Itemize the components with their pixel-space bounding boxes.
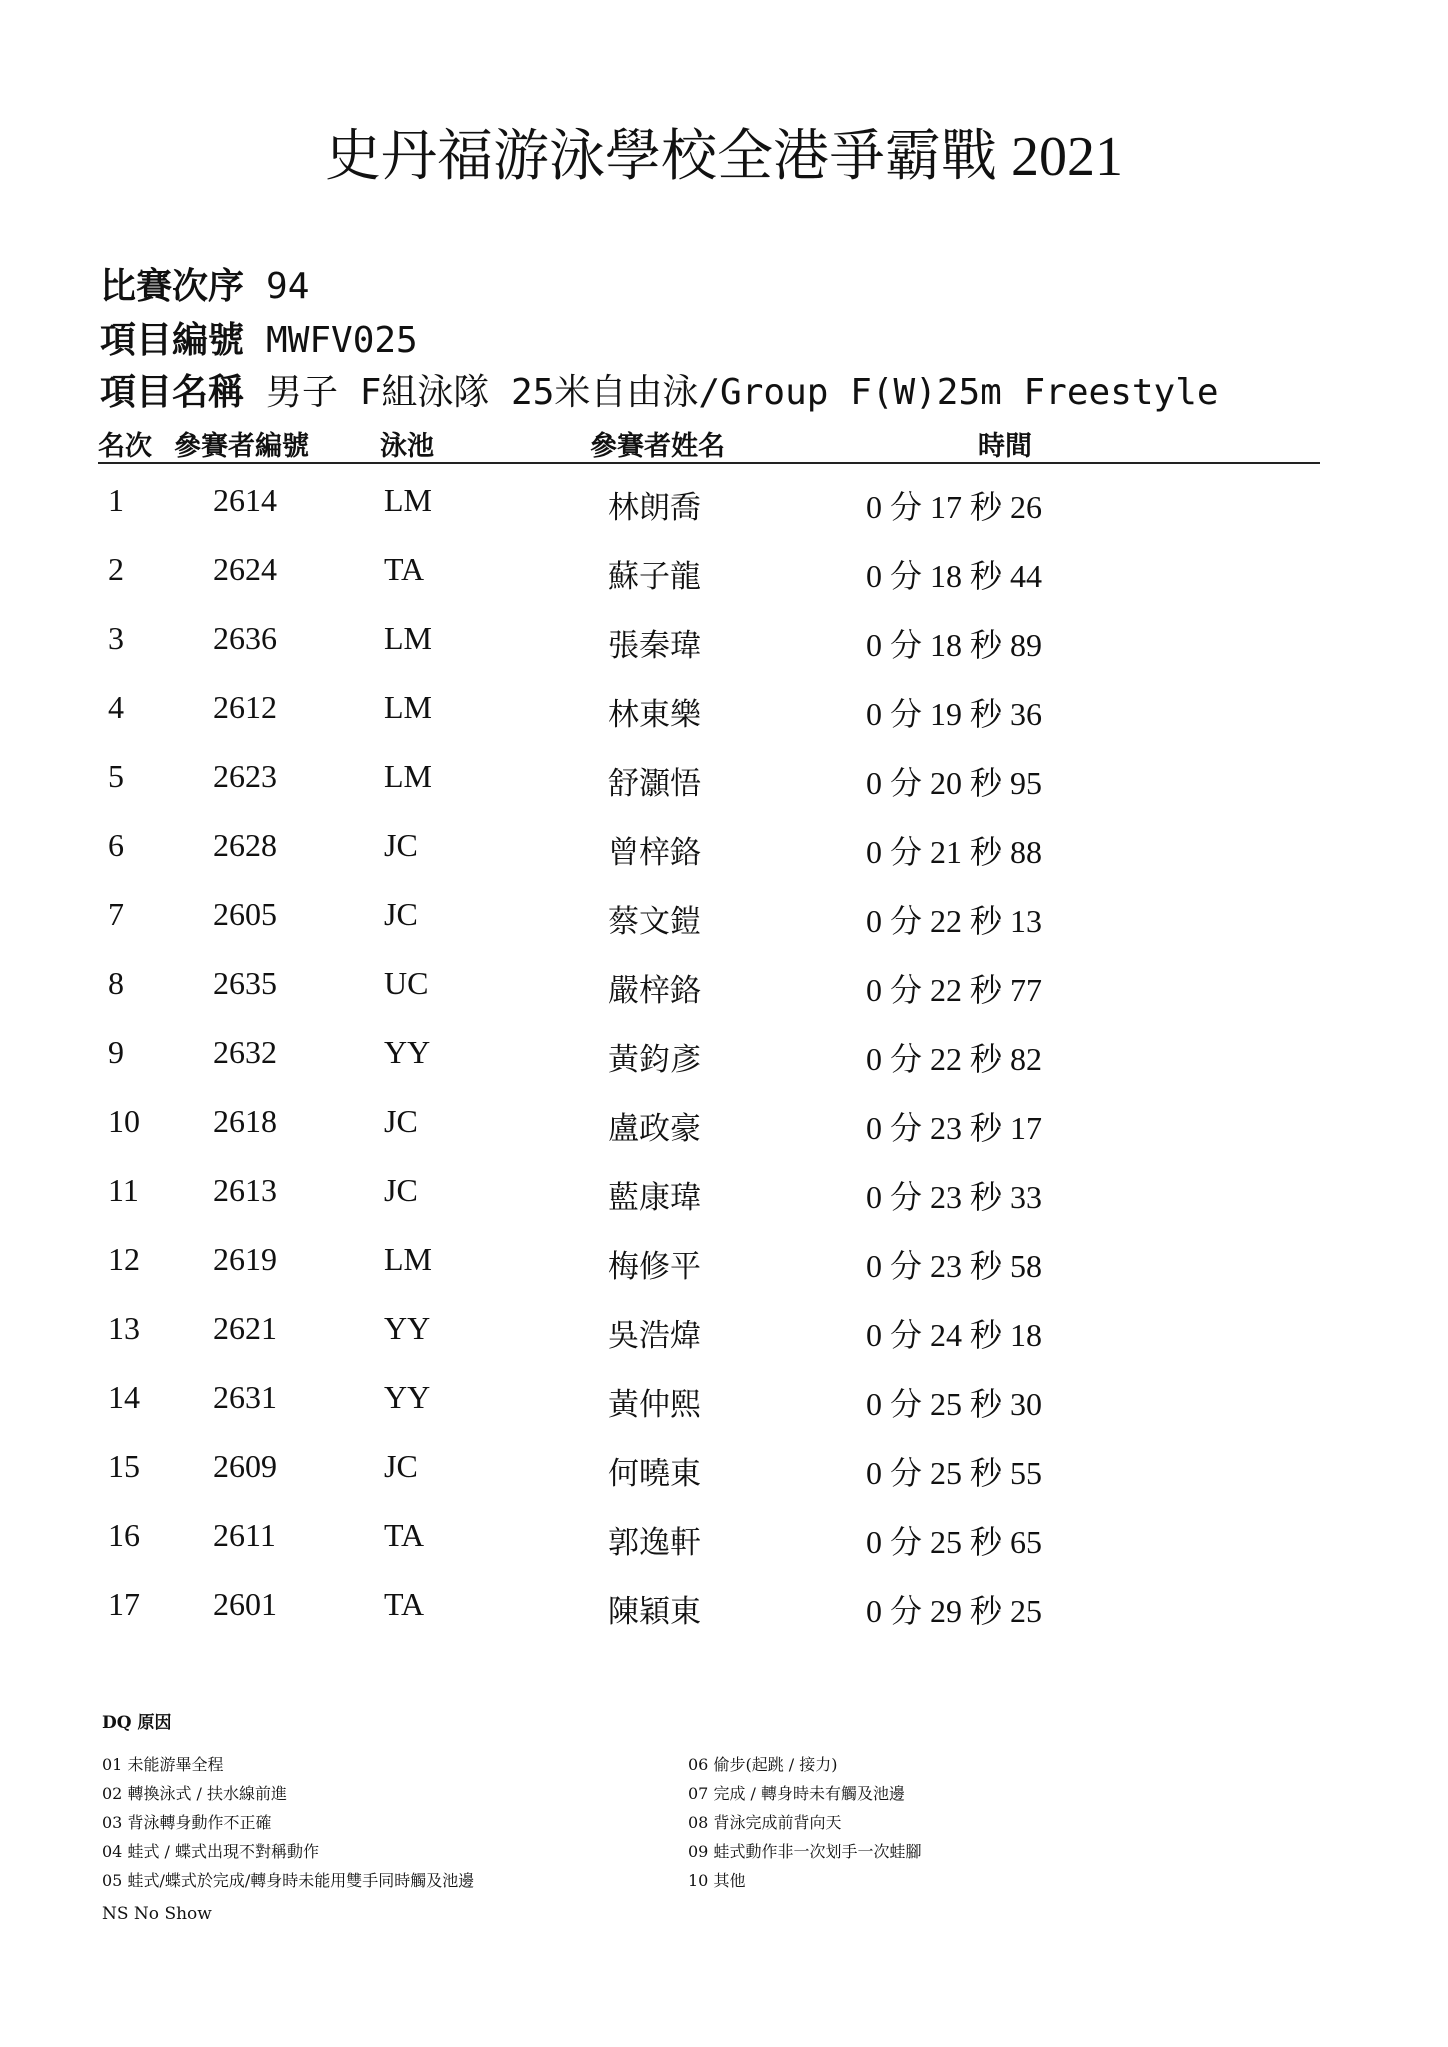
rank-cell: 13 <box>108 1310 140 1346</box>
name-cell: 藍康瑋 <box>608 1180 701 1216</box>
table-row <box>0 758 1448 818</box>
id-cell: 2605 <box>213 896 277 932</box>
header-rank: 名次 <box>98 431 152 462</box>
name-cell: 何曉東 <box>608 1456 701 1492</box>
table-row <box>0 1517 1448 1577</box>
rank-cell: 3 <box>108 620 124 656</box>
race-order-label: 比賽次序 <box>100 266 245 307</box>
dq-reason-02: 02 轉換泳式 / 扶水線前進 <box>102 1784 288 1803</box>
id-cell: 2632 <box>213 1034 277 1070</box>
id-cell: 2635 <box>213 965 277 1001</box>
time-cell: 0 分 17 秒 26 <box>866 489 1043 525</box>
table-row <box>0 482 1448 542</box>
rank-cell: 10 <box>108 1103 140 1139</box>
event-name-label: 項目名稱 <box>100 372 245 413</box>
rank-cell: 15 <box>108 1448 140 1484</box>
pool-cell: LM <box>384 689 432 725</box>
header-time: 時間 <box>978 431 1032 462</box>
time-cell: 0 分 22 秒 13 <box>866 903 1043 939</box>
no-show-note: NS No Show <box>102 1904 212 1924</box>
pool-cell: LM <box>384 758 432 794</box>
table-row <box>0 551 1448 611</box>
table-row <box>0 1448 1448 1508</box>
name-cell: 張秦瑋 <box>608 628 701 664</box>
id-cell: 2618 <box>213 1103 277 1139</box>
pool-cell: TA <box>384 1517 425 1553</box>
race-order-value: 94 <box>266 266 310 307</box>
id-cell: 2624 <box>213 551 277 587</box>
pool-cell: YY <box>384 1379 431 1415</box>
event-name-value: 男子 F組泳隊 25米自由泳/Group F(W)25m Freestyle <box>266 372 1219 413</box>
event-name <box>100 364 1219 415</box>
header-id: 參賽者編號 <box>174 431 309 462</box>
id-cell: 2601 <box>213 1586 277 1622</box>
rank-cell: 16 <box>108 1517 140 1553</box>
pool-cell: LM <box>384 620 432 656</box>
name-cell: 舒灝悟 <box>608 766 701 802</box>
pool-cell: TA <box>384 551 425 587</box>
table-row <box>0 620 1448 680</box>
table-row <box>0 1103 1448 1163</box>
rank-cell: 7 <box>108 896 124 932</box>
pool-cell: JC <box>384 1448 418 1484</box>
time-cell: 0 分 22 秒 77 <box>866 972 1043 1008</box>
rank-cell: 11 <box>108 1172 139 1208</box>
dq-legend-title: DQ 原因 <box>102 1713 172 1733</box>
table-row <box>0 965 1448 1025</box>
id-cell: 2636 <box>213 620 277 656</box>
pool-cell: UC <box>384 965 429 1001</box>
pool-cell: JC <box>384 1172 418 1208</box>
pool-cell: TA <box>384 1586 425 1622</box>
event-code <box>100 312 418 363</box>
table-row <box>0 827 1448 887</box>
name-cell: 盧政豪 <box>608 1111 701 1147</box>
name-cell: 嚴梓鉻 <box>608 973 701 1009</box>
pool-cell: YY <box>384 1034 431 1070</box>
id-cell: 2609 <box>213 1448 277 1484</box>
table-row <box>0 1172 1448 1232</box>
rank-cell: 9 <box>108 1034 124 1070</box>
name-cell: 林東樂 <box>608 697 701 733</box>
pool-cell: YY <box>384 1310 431 1346</box>
time-cell: 0 分 23 秒 17 <box>866 1110 1043 1146</box>
table-row <box>0 1034 1448 1094</box>
rank-cell: 8 <box>108 965 124 1001</box>
pool-cell: LM <box>384 482 432 518</box>
table-row <box>0 1241 1448 1301</box>
time-cell: 0 分 25 秒 65 <box>866 1524 1043 1560</box>
rank-cell: 4 <box>108 689 124 725</box>
dq-reason-08: 08 背泳完成前背向天 <box>688 1813 842 1832</box>
table-row <box>0 1310 1448 1370</box>
dq-reason-09: 09 蛙式動作非一次划手一次蛙腳 <box>688 1842 922 1861</box>
name-cell: 蔡文鎧 <box>608 904 701 940</box>
time-cell: 0 分 24 秒 18 <box>866 1317 1043 1353</box>
name-cell: 曾梓鉻 <box>608 835 701 871</box>
time-cell: 0 分 18 秒 44 <box>866 558 1043 594</box>
id-cell: 2621 <box>213 1310 277 1346</box>
id-cell: 2631 <box>213 1379 277 1415</box>
time-cell: 0 分 25 秒 30 <box>866 1386 1043 1422</box>
id-cell: 2613 <box>213 1172 277 1208</box>
name-cell: 黃仲熙 <box>608 1387 701 1423</box>
id-cell: 2614 <box>213 482 277 518</box>
id-cell: 2628 <box>213 827 277 863</box>
dq-reason-03: 03 背泳轉身動作不正確 <box>102 1813 272 1832</box>
pool-cell: LM <box>384 1241 432 1277</box>
pool-cell: JC <box>384 1103 418 1139</box>
name-cell: 郭逸軒 <box>608 1525 701 1561</box>
pool-cell: JC <box>384 827 418 863</box>
time-cell: 0 分 25 秒 55 <box>866 1455 1043 1491</box>
id-cell: 2623 <box>213 758 277 794</box>
id-cell: 2611 <box>213 1517 276 1553</box>
rank-cell: 5 <box>108 758 124 794</box>
dq-reason-10: 10 其他 <box>688 1871 746 1890</box>
name-cell: 梅修平 <box>608 1249 701 1285</box>
time-cell: 0 分 18 秒 89 <box>866 627 1043 663</box>
rank-cell: 2 <box>108 551 124 587</box>
table-row <box>0 689 1448 749</box>
name-cell: 蘇子龍 <box>608 559 701 595</box>
time-cell: 0 分 20 秒 95 <box>866 765 1043 801</box>
id-cell: 2619 <box>213 1241 277 1277</box>
id-cell: 2612 <box>213 689 277 725</box>
name-cell: 林朗喬 <box>608 490 701 526</box>
name-cell: 吳浩煒 <box>608 1318 701 1354</box>
table-row <box>0 1379 1448 1439</box>
name-cell: 黃鈞彥 <box>608 1042 701 1078</box>
rank-cell: 17 <box>108 1586 140 1622</box>
time-cell: 0 分 23 秒 33 <box>866 1179 1043 1215</box>
dq-reason-07: 07 完成 / 轉身時未有觸及池邊 <box>688 1784 906 1803</box>
dq-reason-06: 06 偷步(起跳 / 接力) <box>688 1755 838 1774</box>
rank-cell: 6 <box>108 827 124 863</box>
rank-cell: 1 <box>108 482 124 518</box>
time-cell: 0 分 19 秒 36 <box>866 696 1043 732</box>
dq-reason-01: 01 未能游畢全程 <box>102 1755 224 1774</box>
rank-cell: 12 <box>108 1241 140 1277</box>
time-cell: 0 分 29 秒 25 <box>866 1593 1043 1629</box>
pool-cell: JC <box>384 896 418 932</box>
table-row <box>0 896 1448 956</box>
dq-reason-04: 04 蛙式 / 蝶式出現不對稱動作 <box>102 1842 320 1861</box>
time-cell: 0 分 22 秒 82 <box>866 1041 1043 1077</box>
time-cell: 0 分 21 秒 88 <box>866 834 1043 870</box>
time-cell: 0 分 23 秒 58 <box>866 1248 1043 1284</box>
name-cell: 陳穎東 <box>608 1594 701 1630</box>
header-name: 參賽者姓名 <box>590 431 725 462</box>
header-divider <box>98 462 1320 464</box>
header-pool: 泳池 <box>380 431 434 462</box>
event-code-label: 項目編號 <box>100 320 245 361</box>
dq-reason-05: 05 蛙式/蝶式於完成/轉身時未能用雙手同時觸及池邊 <box>102 1871 475 1890</box>
page-title: 史丹福游泳學校全港爭霸戰 2021 <box>325 126 1123 188</box>
table-row <box>0 1586 1448 1646</box>
event-code-value: MWFV025 <box>266 320 418 361</box>
rank-cell: 14 <box>108 1379 140 1415</box>
race-order <box>100 258 309 309</box>
